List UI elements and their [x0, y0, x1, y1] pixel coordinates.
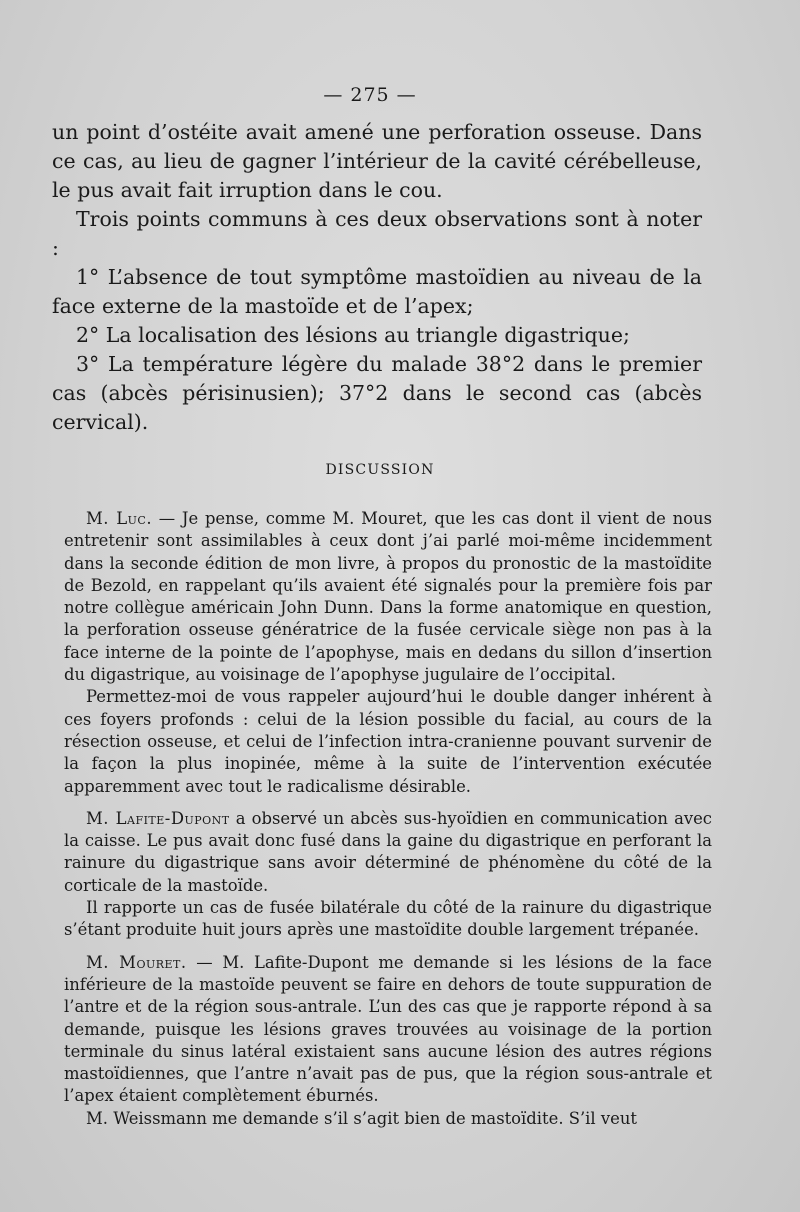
upper-body-text	[52, 118, 702, 437]
paragraph	[64, 808, 712, 897]
paragraph: Il rapporte un cas de fusée bilatérale du côté de la rainure du digastrique s’étant produite huit jours après une mastoïdite double largement trépanée.	[64, 898, 712, 940]
paragraph-text: — M. Lafite-Dupont me demande si les lésions de la face inférieure de la mastoïde peuvent se faire en dehors de toute suppuration de l’antre et de la région sous-antrale. L’un des cas que je rapporte répond à sa demande, puisque les lésions graves trouvées au voisinage de la portion terminale du sinus latéral existaient sans aucune lésion des autres régions mastoïdiennes, que l’antre n’avait pas de pus, que la région sous-antrale et l’apex étaient complètement éburnés.	[64, 952, 712, 1106]
paragraph	[64, 952, 712, 1108]
list-item: 1° L’absence de tout symptôme mastoïdien au niveau de la face externe de la mastoïde et de l’apex;	[52, 265, 702, 318]
paragraph: un point d’ostéite avait amené une perforation osseuse. Dans ce cas, au lieu de gagner l’intérieur de la cavité cérébelleuse, le pus avait fait irruption dans le cou.	[52, 120, 702, 202]
speaker-name: M. Lafite-Dupont	[86, 808, 230, 828]
discussion-body	[64, 508, 712, 1130]
list-item: 3° La température légère du malade 38°2 dans le premier cas (abcès périsinusien); 37°2 dans le second cas (abcès cervical).	[52, 352, 702, 434]
paragraph-text: a observé un abcès sus-hyoïdien en communication avec la caisse. Le pus avait donc fusé dans la gaine du digastrique en perforant la rainure du digastrique sans avoir déterminé de phénomène du côté de la corticale de la mastoïde.	[64, 808, 712, 895]
page-number: — 275 —	[323, 84, 417, 106]
paragraph: Permettez-moi de vous rappeler aujourd’hui le double danger inhérent à ces foyers profonds : celui de la lésion possible du facial, au cours de la résection osseuse, et celui de l’infection intra-cranienne pouvant survenir de la façon la plus inopinée, même à la suite de l’intervention exécutée apparemment avec tout le radicalisme désirable.	[64, 687, 712, 796]
paragraph: M. Weissmann me demande s’il s’agit bien de mastoïdite. S’il veut	[86, 1108, 637, 1128]
paragraph: Trois points communs à ces deux observations sont à noter :	[52, 207, 702, 260]
paragraph-text: — Je pense, comme M. Mouret, que les cas dont il vient de nous entretenir sont assimilables à ceux dont j’ai parlé moi-même incidemment dans la seconde édition de mon livre, à propos du pronostic de la mastoïdite de Bezold, en rappelant qu’ils avaient été signalés pour la première fois par notre collègue américain John Dunn. Dans la forme anatomique en question, la perforation osseuse génératrice de la fusée cervicale siège non pas à la face interne de la pointe de l’apophyse, mais en dedans du sillon d’insertion du digastrique, au voisinage de l’apophyse jugulaire de l’occipital.	[64, 509, 712, 685]
list-item: 2° La localisation des lésions au triangle digastrique;	[76, 323, 630, 347]
paragraph	[64, 508, 712, 686]
speaker-name: M. Luc.	[86, 509, 153, 528]
section-heading: DISCUSSION	[325, 462, 435, 478]
speaker-name: M. Mouret.	[86, 952, 187, 972]
